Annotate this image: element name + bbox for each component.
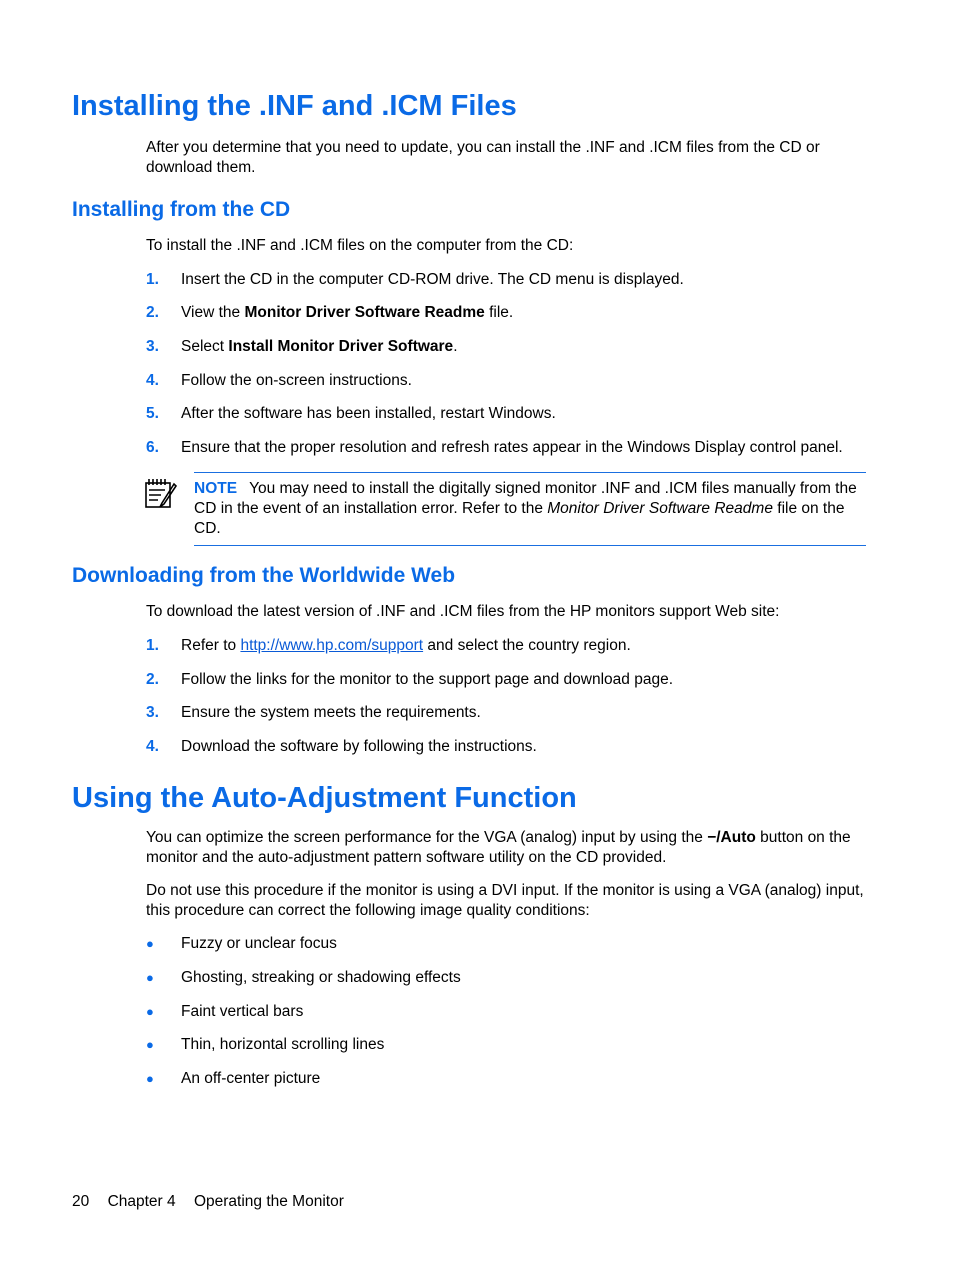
auto-adjust-paragraph-2: Do not use this procedure if the monitor is using a DVI input. If the monitor is using a VGA (analog) input, this procedure can correct the following image quality conditions: <box>146 882 864 919</box>
bullet-icon: ● <box>146 936 154 951</box>
step-number: 3. <box>146 338 159 355</box>
step-number: 5. <box>146 405 159 422</box>
step-number: 1. <box>146 271 159 288</box>
step-text: Refer to http://www.hp.com/support and select the country region. <box>181 637 631 654</box>
bullet-text: Ghosting, streaking or shadowing effects <box>181 969 461 986</box>
bullet-icon: ● <box>146 1071 154 1086</box>
hp-support-link[interactable]: http://www.hp.com/support <box>240 637 424 654</box>
step-number: 3. <box>146 704 159 721</box>
note-pad-icon <box>144 476 178 510</box>
heading-downloading-from-web: Downloading from the Worldwide Web <box>72 564 456 587</box>
page-footer <box>72 1192 358 1212</box>
step-text: Select Install Monitor Driver Software. <box>181 338 458 355</box>
step-text: Follow the on-screen instructions. <box>181 372 412 389</box>
heading-auto-adjustment: Using the Auto-Adjustment Function <box>72 782 577 814</box>
bullet-icon: ● <box>146 1004 154 1019</box>
chapter-title: Operating the Monitor <box>193 1193 344 1210</box>
web-intro: To download the latest version of .INF and .ICM files from the HP monitors support Web site: <box>146 603 780 620</box>
step-text: Ensure that the proper resolution and refresh rates appear in the Windows Display control panel. <box>181 439 843 456</box>
heading-installing-from-cd: Installing from the CD <box>72 198 291 221</box>
bullet-text: Thin, horizontal scrolling lines <box>181 1036 385 1053</box>
step-number: 2. <box>146 304 159 321</box>
bullet-text: Fuzzy or unclear focus <box>181 935 337 952</box>
note-text: NOTE You may need to install the digitally signed monitor .INF and .ICM files manually from the CD in the event of an installation error. Refer to the Monitor Driver Software Readme file on the CD. <box>194 480 857 537</box>
step-number: 4. <box>146 372 159 389</box>
step-text: View the Monitor Driver Software Readme file. <box>181 304 514 321</box>
step-number: 6. <box>146 439 159 456</box>
bullet-icon: ● <box>146 1037 154 1052</box>
step-text: Download the software by following the instructions. <box>181 738 537 755</box>
step-text: Insert the CD in the computer CD-ROM drive. The CD menu is displayed. <box>181 271 684 288</box>
page-number: 20 <box>72 1193 90 1210</box>
bullet-text: Faint vertical bars <box>181 1003 304 1020</box>
auto-adjust-paragraph-1: You can optimize the screen performance for the VGA (analog) input by using the −/Auto button on the monitor and the auto-adjustment pattern software utility on the CD provided. <box>146 829 851 866</box>
bullet-text: An off-center picture <box>181 1070 321 1087</box>
step-number: 2. <box>146 671 159 688</box>
step-text: After the software has been installed, restart Windows. <box>181 405 556 422</box>
step-number: 1. <box>146 637 159 654</box>
note-box <box>194 472 866 546</box>
step-text: Follow the links for the monitor to the support page and download page. <box>181 671 674 688</box>
step-text: Ensure the system meets the requirements. <box>181 704 481 721</box>
note-label: NOTE <box>194 480 238 497</box>
intro-paragraph: After you determine that you need to update, you can install the .INF and .ICM files from the CD or download them. <box>146 139 820 176</box>
step-number: 4. <box>146 738 159 755</box>
bullet-icon: ● <box>146 970 154 985</box>
cd-intro: To install the .INF and .ICM files on the computer from the CD: <box>146 237 574 254</box>
chapter-label: Chapter 4 <box>107 1193 176 1210</box>
heading-installing-inf-icm: Installing the .INF and .ICM Files <box>72 90 517 122</box>
